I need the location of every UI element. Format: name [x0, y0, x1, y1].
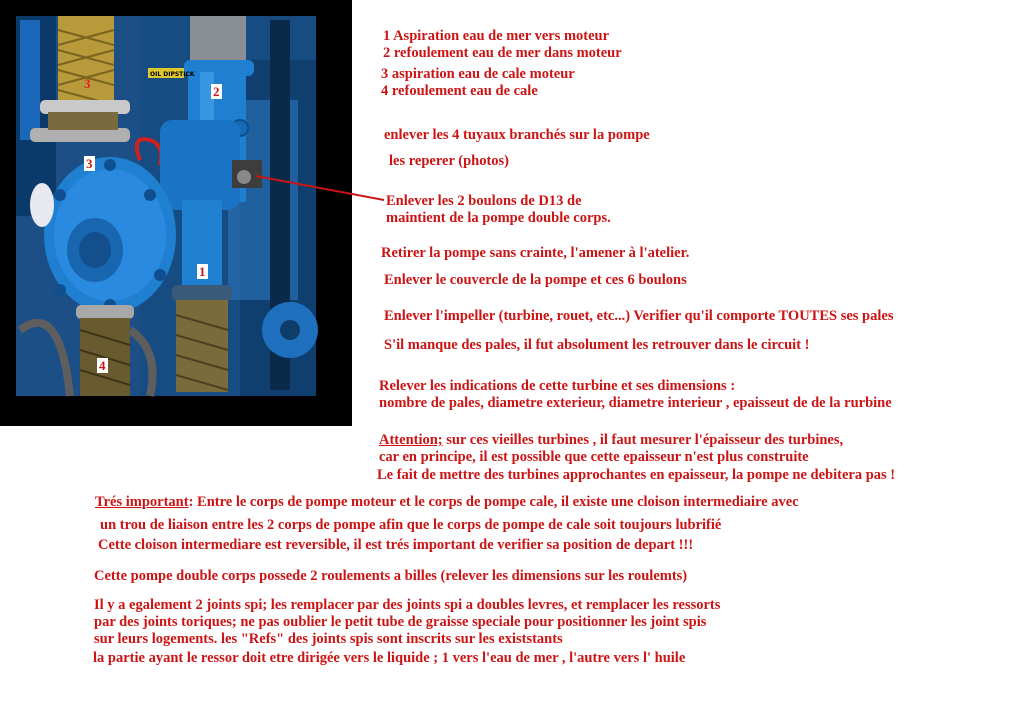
photo-label-2: 2 — [213, 84, 220, 99]
legend-item-2: 2 refoulement eau de mer dans moteur — [383, 45, 622, 61]
photo-label-1: 1 — [199, 264, 206, 279]
attention-label: Attention; — [379, 432, 443, 448]
legend-item-1: 1 Aspiration eau de mer vers moteur — [383, 28, 610, 44]
seals-line-1: Il y a egalement 2 joints spi; les remplacer par des joints spi a doubles levres, et remplacer les ressorts — [94, 597, 721, 613]
attention-line-2: car en principe, il est possible que cette epaisseur n'est plus construite — [379, 449, 809, 465]
important-line-3: Cette cloison intermediare est reversible, il est trés important de verifier sa position de depart !!! — [98, 537, 694, 553]
important-line-2: un trou de liaison entre les 2 corps de pompe afin que le corps de pompe de cale soit toujours lubrifié — [100, 517, 722, 533]
step-missing-blades: S'il manque des pales, il fut absolument les retrouver dans le circuit ! — [384, 337, 810, 353]
step-bolts-line-2: maintient de la pompe double corps. — [386, 210, 611, 226]
attention-text-1: sur ces vieilles turbines , il faut mesurer l'épaisseur des turbines, — [442, 432, 844, 448]
step-remove-impeller: Enlever l'impeller (turbine, rouet, etc...) Verifier qu'il comporte TOUTES ses pales — [384, 308, 894, 324]
seals-line-3: sur leurs logements. les "Refs" des joints spis sont inscrits sur les existstants — [94, 631, 563, 647]
step-dimensions-line-2: nombre de pales, diametre exterieur, diametre interieur , epaisseut de de la rurbine — [379, 395, 892, 411]
attention-line-3: Le fait de mettre des turbines approchantes en epaisseur, la pompe ne debitera pas ! — [377, 467, 896, 483]
step-bolts-line-1: Enlever les 2 boulons de D13 de — [386, 193, 582, 209]
attention-line-1 — [379, 432, 843, 449]
photo-label-4: 4 — [99, 358, 106, 373]
important-label: Trés important — [95, 494, 189, 510]
important-line-1 — [95, 494, 799, 511]
step-remove-pipes: enlever les 4 tuyaux branchés sur la pompe — [384, 127, 650, 143]
seals-line-4: la partie ayant le ressor doit etre dirigée vers le liquide ; 1 vers l'eau de mer , l'autre vers l' huile — [93, 650, 686, 666]
bearings-note: Cette pompe double corps possede 2 roulements a billes (relever les dimensions sur les roulemts) — [94, 568, 688, 584]
step-dimensions-line-1: Relever les indications de cette turbine et ses dimensions : — [379, 378, 736, 394]
important-text-1: : Entre le corps de pompe moteur et le corps de pompe cale, il existe une cloison intermediaire avec — [188, 494, 799, 510]
step-remove-cover: Enlever le couvercle de la pompe et ces 6 boulons — [384, 272, 687, 288]
seals-line-2: par des joints toriques; ne pas oublier le petit tube de graisse speciale pour positionner les joint spis — [94, 614, 707, 630]
photo-label-3-mid: 3 — [86, 156, 93, 171]
oil-dipstick-sticker: OIL DIPSTICK — [150, 71, 195, 78]
legend-item-3: 3 aspiration eau de cale moteur — [381, 66, 575, 82]
legend-item-4: 4 refoulement eau de cale — [381, 83, 538, 99]
photo-label-3-top: 3 — [84, 76, 91, 91]
step-remove-pump: Retirer la pompe sans crainte, l'amener à l'atelier. — [381, 245, 690, 261]
step-mark-pipes: les reperer (photos) — [389, 153, 510, 169]
